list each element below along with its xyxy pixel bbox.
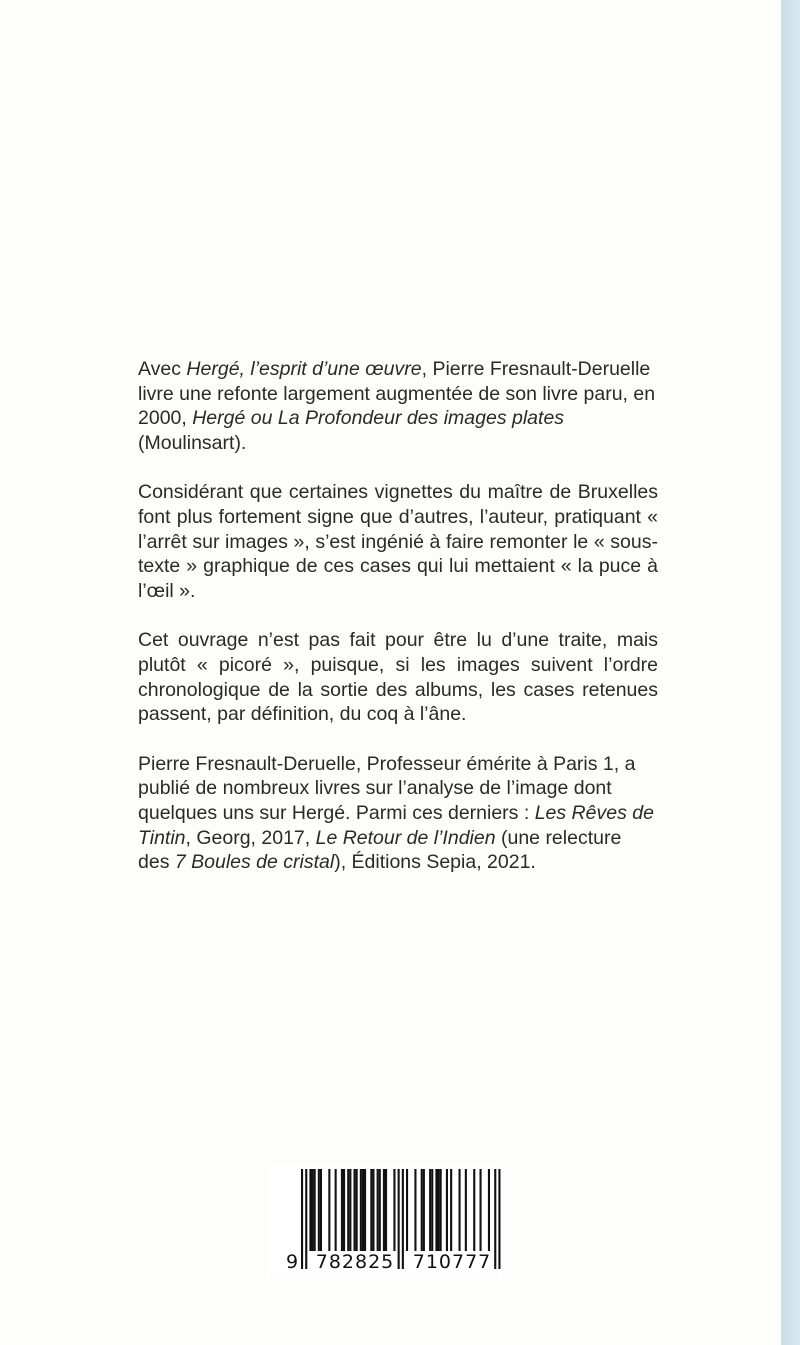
- barcode-bar: [431, 1169, 433, 1251]
- barcode-bar: [318, 1169, 320, 1251]
- paragraph-author-bio: [138, 752, 658, 875]
- barcode-bar: [362, 1169, 364, 1251]
- barcode-bar: [393, 1169, 395, 1251]
- barcode-bar: [347, 1169, 349, 1251]
- barcode-bar: [383, 1169, 385, 1251]
- barcode-bar: [450, 1169, 452, 1251]
- barcode-bar: [421, 1169, 423, 1251]
- barcode-bar: [446, 1169, 448, 1251]
- barcode-bar: [377, 1169, 379, 1251]
- barcode-bar: [309, 1169, 311, 1251]
- barcode-bar: [473, 1169, 475, 1251]
- book-title: Hergé, l’esprit d’une œuvre: [186, 358, 422, 380]
- previous-book-title: Hergé ou La Profondeur des images plates: [192, 407, 565, 430]
- blurb-text: [138, 357, 658, 900]
- barcode-bar: [364, 1169, 366, 1251]
- bio-title-1: Les Rêves de Tintin: [138, 801, 654, 849]
- barcode-bar: [435, 1169, 437, 1251]
- barcode-first-digit: 9: [286, 1251, 299, 1273]
- barcode-bar: [360, 1169, 362, 1251]
- paragraph-approach: Considérant que certaines vignettes du maître de Bruxelles font plus fortement signe que d’autres, l’auteur, pratiquant « l’arrêt sur images », s’est ingénié à faire remonter le « sous-texte » graphique de ces cases qui lui mettaient « la puce à l’œil ».: [138, 481, 658, 602]
- barcode-bar: [305, 1169, 307, 1269]
- paragraph-intro: [138, 357, 658, 455]
- paragraph-reading: Cet ouvrage n’est pas fait pour être lu d’une traite, mais plutôt « picoré », puisque, si les images suivent l’ordre chronologique de la sortie des albums, les cases retenues passent, par définition, du coq à l’âne.: [138, 629, 658, 726]
- cover-edge: [781, 0, 800, 1345]
- barcode-bar: [498, 1169, 500, 1269]
- bio-title-3: 7 Boules de cristal: [174, 851, 335, 874]
- barcode-bar: [440, 1169, 442, 1251]
- barcode-bar: [459, 1169, 461, 1251]
- barcode-bar: [354, 1169, 356, 1251]
- barcode-bar: [385, 1169, 387, 1251]
- barcode-bar: [414, 1169, 416, 1251]
- barcode-bar: [465, 1169, 467, 1251]
- bio-text-4: ), Éditions Sepia, 2021.: [334, 851, 536, 874]
- bio-title-2: Le Retour de l’Indien: [315, 826, 496, 849]
- barcode-bar: [480, 1169, 482, 1251]
- barcode-bar: [349, 1169, 351, 1251]
- barcode-bar: [356, 1169, 358, 1251]
- bio-text-2: , Georg, 2017,: [185, 826, 316, 849]
- barcode-bar: [314, 1169, 316, 1251]
- barcode-bar: [370, 1169, 372, 1251]
- intro-text-2: , Pierre Fresnault-Deruelle livre une refonte largement augmentée de son livre paru, en 2000,: [138, 358, 656, 430]
- barcode-bar: [423, 1169, 425, 1251]
- intro-text-3: (Moulinsart).: [138, 431, 247, 454]
- intro-text-1: Avec: [138, 358, 187, 380]
- bio-text-1: Pierre Fresnault-Deruelle, Professeur émérite à Paris 1, a publié de nombreux livres sur l’analyse de l’image dont quelques uns sur Hergé. Parmi ces derniers :: [138, 752, 636, 824]
- barcode-bar: [312, 1169, 314, 1251]
- barcode-bar: [429, 1169, 431, 1251]
- barcode-bar: [406, 1169, 408, 1251]
- barcode-bar: [372, 1169, 374, 1251]
- barcode-bar: [328, 1169, 330, 1251]
- barcode-bar: [402, 1169, 404, 1269]
- barcode-bar: [488, 1169, 490, 1251]
- barcode-bar: [341, 1169, 343, 1251]
- bio-text-3: (une relecture des: [138, 826, 622, 874]
- barcode-bar: [343, 1169, 345, 1251]
- barcode-left-digits: 782825: [315, 1251, 395, 1273]
- isbn-barcode: [267, 1163, 501, 1279]
- barcode-bar: [379, 1169, 381, 1251]
- barcode-bar: [320, 1169, 322, 1251]
- barcode-bar: [301, 1169, 303, 1269]
- barcode-right-digits: 710777: [412, 1251, 492, 1273]
- barcode-bar: [335, 1169, 337, 1251]
- barcode-bar: [438, 1169, 440, 1251]
